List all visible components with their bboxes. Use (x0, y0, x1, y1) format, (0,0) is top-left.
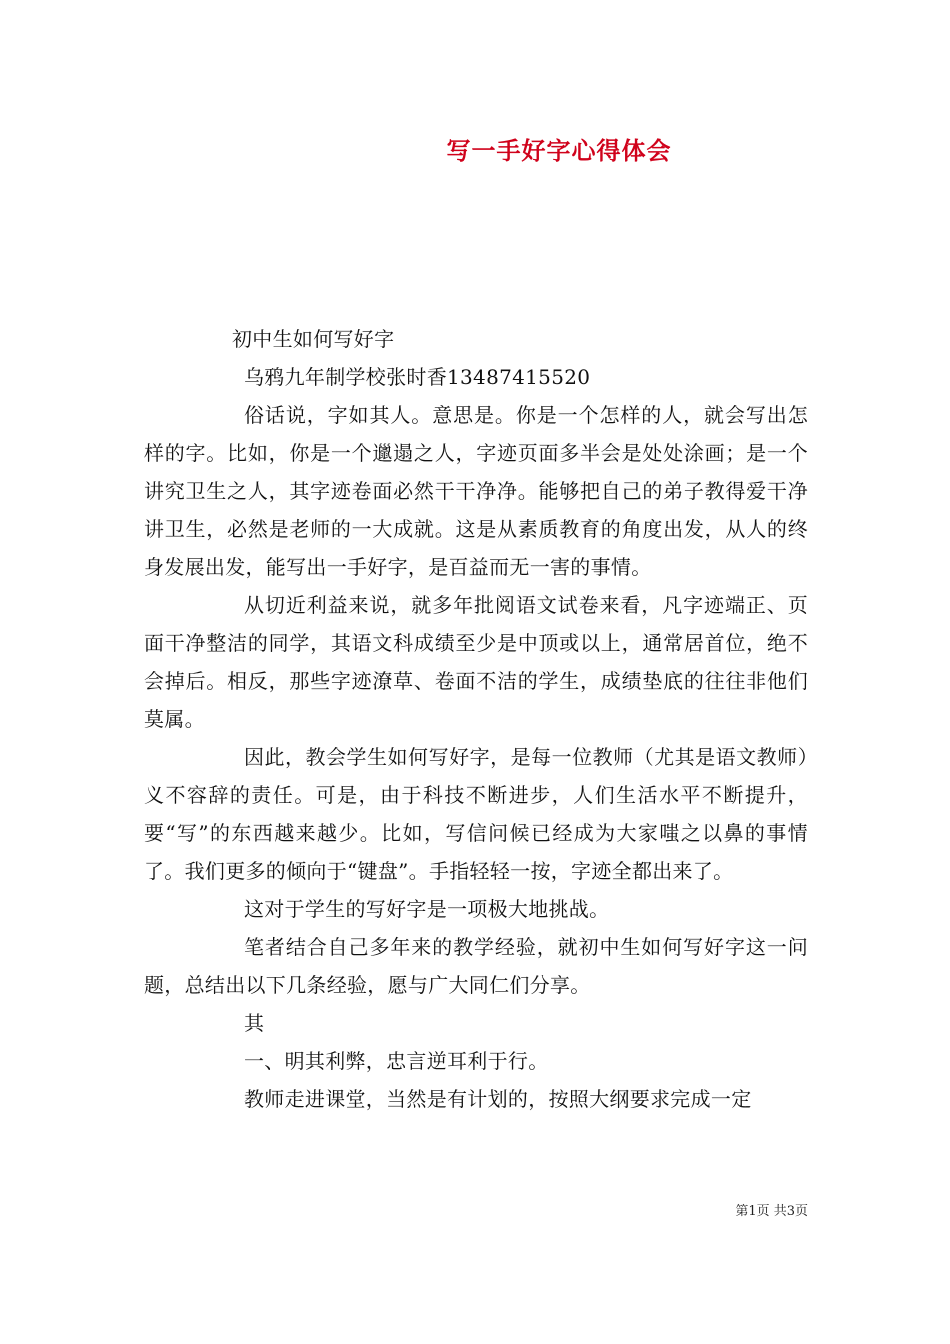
page-number: 第1页 共3页 (735, 1204, 808, 1219)
document-body (144, 320, 808, 1118)
paragraph: 其 (244, 1011, 265, 1035)
document-title: 写一手好字心得体会 (446, 136, 672, 165)
point-heading: 一、明其利弊，忠言逆耳利于行。 (244, 1049, 549, 1073)
paragraph: 笔者结合自己多年来的教学经验，就初中生如何写好字这一问题，总结出以下几条经验，愿与广大同仁们分享。 (144, 935, 808, 997)
paragraph: 因此，教会学生如何写好字，是每一位教师（尤其是语文教师）义不容辞的责任。可是，由于科技不断进步，人们生活水平不断提升，要“写”的东西越来越少。比如，写信问候已经成为大家嗤之以鼻的事情了。我们更多的倾向于“键盘”。手指轻轻一按，字迹全都出来了。 (144, 745, 808, 883)
author-line: 乌鸦九年制学校张时香13487415520 (244, 365, 591, 389)
section-heading: 初中生如何写好字 (232, 327, 395, 351)
paragraph: 教师走进课堂，当然是有计划的，按照大纲要求完成一定 (244, 1087, 752, 1111)
paragraph: 这对于学生的写好字是一项极大地挑战。 (244, 897, 610, 921)
paragraph: 俗话说，字如其人。意思是。你是一个怎样的人，就会写出怎样的字。比如，你是一个邋遢之人，字迹页面多半会是处处涂画；是一个讲究卫生之人，其字迹卷面必然干干净净。能够把自己的弟子教得爱干净讲卫生，必然是老师的一大成就。这是从素质教育的角度出发，从人的终身发展出发，能写出一手好字，是百益而无一害的事情。 (144, 403, 808, 579)
paragraph: 从切近利益来说，就多年批阅语文试卷来看，凡字迹端正、页面干净整洁的同学，其语文科成绩至少是中顶或以上，通常居首位，绝不会掉后。相反，那些字迹潦草、卷面不洁的学生，成绩垫底的往往非他们莫属。 (144, 593, 808, 731)
